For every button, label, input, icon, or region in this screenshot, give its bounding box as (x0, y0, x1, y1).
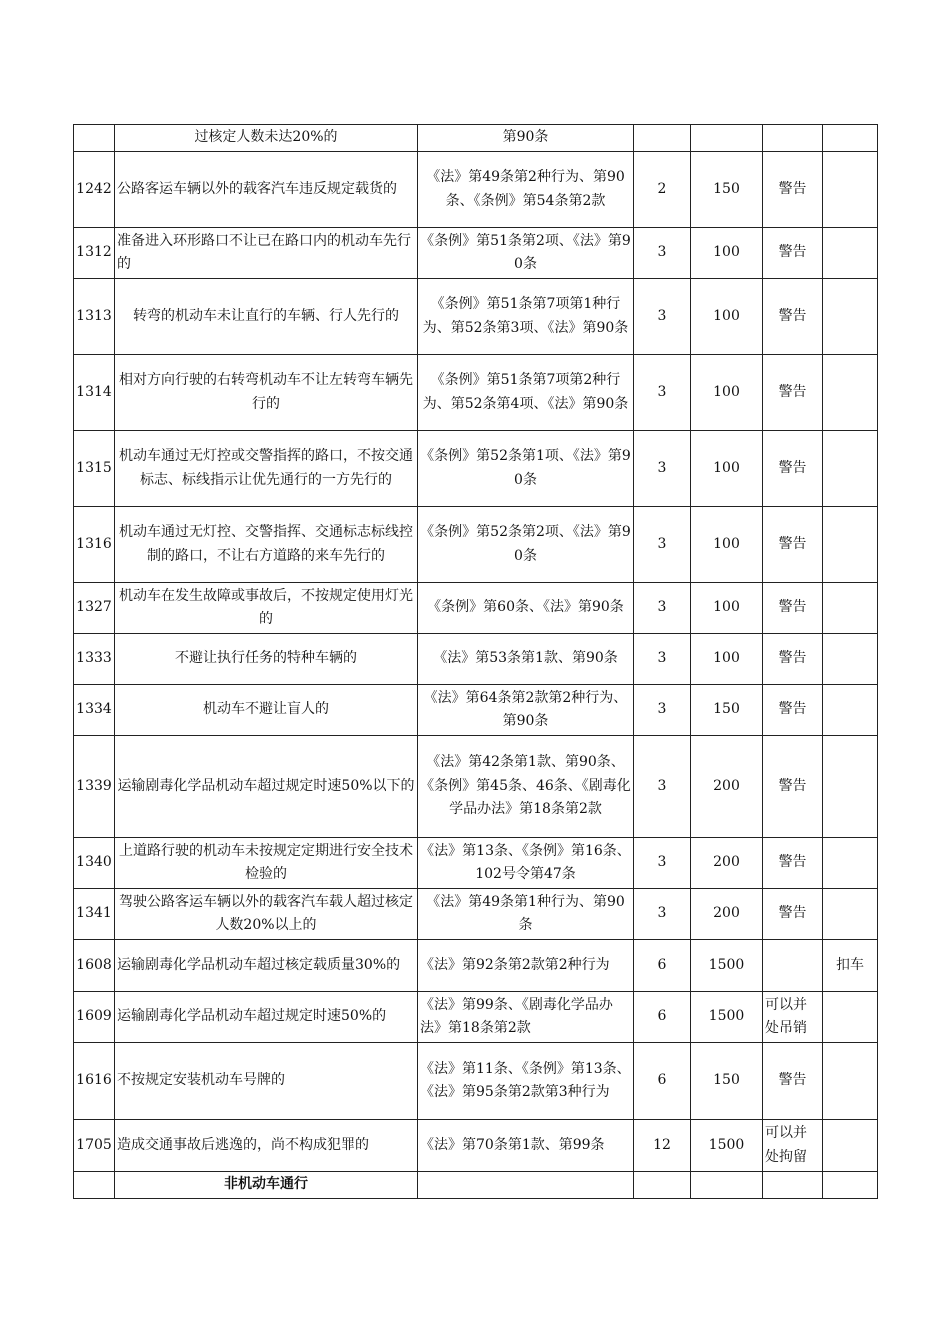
cell-legal-basis: 《法》第53条第1款、第90条 (418, 634, 634, 685)
cell-fine: 100 (691, 634, 763, 685)
cell-other-measure (823, 1043, 878, 1120)
cell-code: 1327 (74, 583, 115, 634)
cell-action: 警告 (763, 152, 823, 228)
cell-other-measure (823, 889, 878, 940)
cell-points: 3 (634, 838, 691, 889)
cell-code: 1616 (74, 1043, 115, 1120)
cell-action (763, 1172, 823, 1199)
cell-points: 3 (634, 355, 691, 431)
table-row (74, 838, 878, 889)
cell-points: 3 (634, 634, 691, 685)
cell-description: 不按规定安装机动车号牌的 (115, 1043, 418, 1120)
section-title: 非机动车通行 (115, 1172, 418, 1199)
cell-description: 公路客运车辆以外的载客汽车违反规定载货的 (115, 152, 418, 228)
cell-description: 机动车通过无灯控、交警指挥、交通标志标线控制的路口，不让右方道路的来车先行的 (115, 507, 418, 583)
cell-action: 警告 (763, 634, 823, 685)
cell-other-measure (823, 634, 878, 685)
cell-code: 1315 (74, 431, 115, 507)
cell-fine: 200 (691, 838, 763, 889)
cell-points (634, 125, 691, 152)
cell-points: 6 (634, 1043, 691, 1120)
cell-legal-basis: 《条例》第51条第2项、《法》第90条 (418, 228, 634, 279)
cell-points: 3 (634, 736, 691, 838)
cell-fine (691, 1172, 763, 1199)
cell-legal-basis: 《条例》第60条、《法》第90条 (418, 583, 634, 634)
cell-legal-basis: 《条例》第52条第1项、《法》第90条 (418, 431, 634, 507)
cell-legal-basis (418, 1172, 634, 1199)
section-header-row (74, 1172, 878, 1199)
cell-points: 3 (634, 685, 691, 736)
cell-other-measure (823, 838, 878, 889)
cell-legal-basis: 《法》第49条第1种行为、第90条 (418, 889, 634, 940)
cell-points (634, 1172, 691, 1199)
cell-legal-basis: 《条例》第52条第2项、《法》第90条 (418, 507, 634, 583)
cell-description: 过核定人数未达20%的 (115, 125, 418, 152)
cell-action (763, 125, 823, 152)
cell-code: 1333 (74, 634, 115, 685)
cell-fine: 100 (691, 228, 763, 279)
cell-legal-basis: 《法》第92条第2款第2种行为 (418, 940, 634, 992)
cell-legal-basis: 《法》第42条第1款、第90条、《条例》第45条、46条、《剧毒化学品办法》第18条第2款 (418, 736, 634, 838)
cell-code: 1341 (74, 889, 115, 940)
cell-code: 1242 (74, 152, 115, 228)
cell-legal-basis: 《法》第99条、《剧毒化学品办法》第18条第2款 (418, 992, 634, 1043)
table-row (74, 889, 878, 940)
cell-points: 6 (634, 940, 691, 992)
table-row (74, 507, 878, 583)
cell-legal-basis: 《条例》第51条第7项第1种行为、第52条第3项、《法》第90条 (418, 279, 634, 355)
cell-description: 运输剧毒化学品机动车超过规定时速50%的 (115, 992, 418, 1043)
cell-other-measure (823, 583, 878, 634)
table-body (74, 125, 878, 1199)
cell-action: 警告 (763, 1043, 823, 1120)
cell-description: 运输剧毒化学品机动车超过规定时速50%以下的 (115, 736, 418, 838)
cell-fine: 200 (691, 736, 763, 838)
cell-fine: 1500 (691, 940, 763, 992)
cell-other-measure (823, 431, 878, 507)
cell-other-measure (823, 355, 878, 431)
cell-action (763, 940, 823, 992)
cell-action: 可以并处吊销 (763, 992, 823, 1043)
cell-points: 3 (634, 889, 691, 940)
cell-action: 警告 (763, 507, 823, 583)
cell-description: 相对方向行驶的右转弯机动车不让左转弯车辆先行的 (115, 355, 418, 431)
cell-fine (691, 125, 763, 152)
table-row (74, 279, 878, 355)
cell-legal-basis: 《法》第70条第1款、第99条 (418, 1120, 634, 1172)
cell-description: 造成交通事故后逃逸的，尚不构成犯罪的 (115, 1120, 418, 1172)
cell-code: 1609 (74, 992, 115, 1043)
cell-legal-basis: 《法》第64条第2款第2种行为、第90条 (418, 685, 634, 736)
cell-other-measure (823, 125, 878, 152)
cell-other-measure: 扣车 (823, 940, 878, 992)
cell-fine: 1500 (691, 992, 763, 1043)
cell-legal-basis: 《法》第13条、《条例》第16条、102号令第47条 (418, 838, 634, 889)
cell-fine: 150 (691, 152, 763, 228)
cell-code (74, 125, 115, 152)
cell-code: 1313 (74, 279, 115, 355)
cell-code: 1334 (74, 685, 115, 736)
cell-action: 警告 (763, 431, 823, 507)
cell-legal-basis: 《条例》第51条第7项第2种行为、第52条第4项、《法》第90条 (418, 355, 634, 431)
cell-fine: 150 (691, 685, 763, 736)
cell-fine: 100 (691, 507, 763, 583)
cell-action: 警告 (763, 838, 823, 889)
cell-other-measure (823, 228, 878, 279)
cell-action: 警告 (763, 889, 823, 940)
table-row (74, 125, 878, 152)
cell-action: 警告 (763, 685, 823, 736)
cell-action: 可以并处拘留 (763, 1120, 823, 1172)
cell-legal-basis: 第90条 (418, 125, 634, 152)
cell-code: 1705 (74, 1120, 115, 1172)
cell-code: 1339 (74, 736, 115, 838)
cell-description: 转弯的机动车未让直行的车辆、行人先行的 (115, 279, 418, 355)
cell-fine: 200 (691, 889, 763, 940)
cell-points: 3 (634, 431, 691, 507)
cell-fine: 150 (691, 1043, 763, 1120)
cell-points: 3 (634, 279, 691, 355)
cell-points: 2 (634, 152, 691, 228)
cell-description: 驾驶公路客运车辆以外的载客汽车载人超过核定人数20%以上的 (115, 889, 418, 940)
cell-description: 机动车通过无灯控或交警指挥的路口，不按交通标志、标线指示让优先通行的一方先行的 (115, 431, 418, 507)
cell-points: 12 (634, 1120, 691, 1172)
cell-other-measure (823, 507, 878, 583)
cell-other-measure (823, 736, 878, 838)
cell-points: 3 (634, 228, 691, 279)
cell-action: 警告 (763, 279, 823, 355)
cell-action: 警告 (763, 736, 823, 838)
cell-description: 上道路行驶的机动车未按规定定期进行安全技术检验的 (115, 838, 418, 889)
table-row (74, 634, 878, 685)
cell-legal-basis: 《法》第11条、《条例》第13条、《法》第95条第2款第3种行为 (418, 1043, 634, 1120)
cell-code: 1314 (74, 355, 115, 431)
cell-fine: 100 (691, 431, 763, 507)
cell-points: 3 (634, 583, 691, 634)
table-row (74, 431, 878, 507)
cell-action: 警告 (763, 355, 823, 431)
cell-code: 1316 (74, 507, 115, 583)
cell-fine: 100 (691, 583, 763, 634)
cell-legal-basis: 《法》第49条第2种行为、第90条、《条例》第54条第2款 (418, 152, 634, 228)
cell-code: 1340 (74, 838, 115, 889)
table-row (74, 1120, 878, 1172)
cell-other-measure (823, 152, 878, 228)
cell-fine: 1500 (691, 1120, 763, 1172)
cell-other-measure (823, 992, 878, 1043)
table-row (74, 1043, 878, 1120)
cell-points: 3 (634, 507, 691, 583)
table-row (74, 355, 878, 431)
table-row (74, 992, 878, 1043)
cell-description: 机动车不避让盲人的 (115, 685, 418, 736)
cell-description: 不避让执行任务的特种车辆的 (115, 634, 418, 685)
cell-fine: 100 (691, 279, 763, 355)
cell-description: 机动车在发生故障或事故后，不按规定使用灯光的 (115, 583, 418, 634)
cell-points: 6 (634, 992, 691, 1043)
table-row (74, 736, 878, 838)
cell-other-measure (823, 685, 878, 736)
table-row (74, 583, 878, 634)
violations-table (73, 124, 878, 1199)
cell-fine: 100 (691, 355, 763, 431)
cell-code: 1608 (74, 940, 115, 992)
cell-code: 1312 (74, 228, 115, 279)
cell-action: 警告 (763, 583, 823, 634)
cell-code (74, 1172, 115, 1199)
cell-action: 警告 (763, 228, 823, 279)
table-row (74, 685, 878, 736)
table-row (74, 940, 878, 992)
cell-description: 准备进入环形路口不让已在路口内的机动车先行的 (115, 228, 418, 279)
table-row (74, 152, 878, 228)
cell-other-measure (823, 1120, 878, 1172)
cell-other-measure (823, 1172, 878, 1199)
table-row (74, 228, 878, 279)
cell-description: 运输剧毒化学品机动车超过核定载质量30%的 (115, 940, 418, 992)
cell-other-measure (823, 279, 878, 355)
